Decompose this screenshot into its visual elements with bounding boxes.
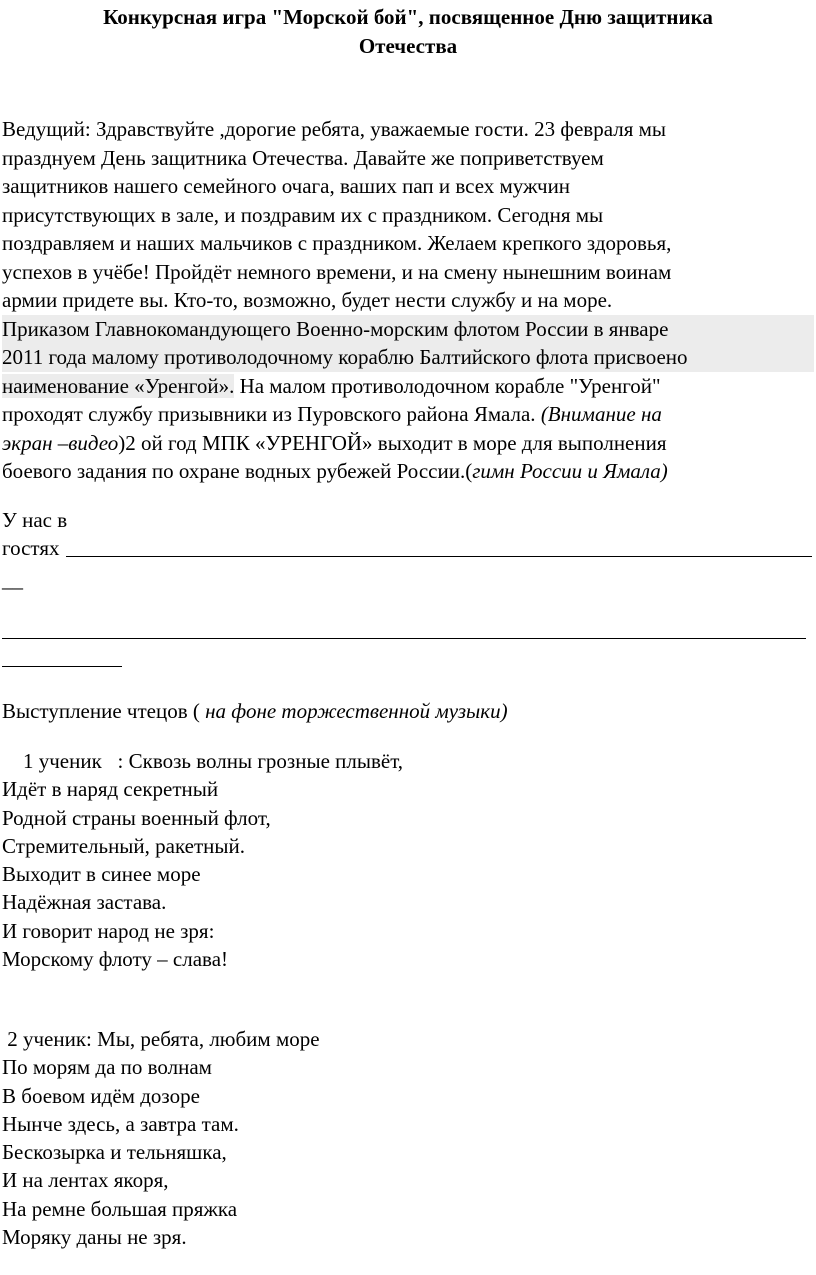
host-line-11-italic: (Внимание на xyxy=(540,402,662,426)
poem2-line: Моряку даны не зря. xyxy=(2,1225,187,1250)
host-line-11 xyxy=(2,400,814,429)
poem2-line: По морям да по волнам xyxy=(2,1055,212,1080)
document-title xyxy=(20,3,796,61)
host-line-12-italic: экран –видео xyxy=(2,430,119,455)
poem1-line: Надёжная застава. xyxy=(2,890,167,915)
poem2-line: На ремне большая пряжка xyxy=(2,1196,238,1221)
poem1-line: Родной страны военный флот, xyxy=(2,805,271,830)
poem1-line: 1 ученик : Сквозь волны грозные плывёт, xyxy=(2,749,404,773)
guests-dash: __ xyxy=(2,568,23,592)
guests-line-2: гостях xyxy=(2,536,60,560)
poem1-line: Стремительный, ракетный. xyxy=(2,833,245,858)
host-speech xyxy=(2,115,814,486)
host-line-11-text: проходят службу призывники из Пуровского района Ямала. xyxy=(2,402,541,426)
host-line-13 xyxy=(2,457,814,486)
host-line-12 xyxy=(2,429,814,458)
title-line-2: Отечества xyxy=(358,34,458,58)
poem2-line: И на лентах якоря, xyxy=(2,1168,169,1193)
host-line-10-rest: На малом противолодочном корабле "Уренгой" xyxy=(234,373,661,398)
host-line-4: присутствующих в зале, и поздравим их с праздником. Сегодня мы xyxy=(2,202,604,227)
host-line-5: поздравляем и наших мальчиков с праздником. Желаем крепкого здоровья, xyxy=(2,231,672,255)
readers-label: Выступление чтецов ( xyxy=(2,699,206,723)
poem2-line: 2 ученик: Мы, ребята, любим море xyxy=(2,1027,320,1051)
poem2-line: Нынче здесь, а завтра там. xyxy=(2,1111,239,1136)
guests-line-1: У нас в xyxy=(2,508,68,532)
poem1-line: Выходит в синее море xyxy=(2,862,201,887)
poem2-line: Бескозырка и тельняшка, xyxy=(2,1140,227,1165)
host-line-10 xyxy=(2,372,814,401)
highlighted-text: наименование «Уренгой». xyxy=(2,373,235,398)
title-line-1: Конкурсная игра "Морской бой", посвященное Дню защитника xyxy=(103,5,713,29)
poem1-line: Идёт в наряд секретный xyxy=(2,777,219,802)
guests-fill-line-3 xyxy=(2,666,122,667)
host-line-8: Приказом Главнокомандующего Военно-морским флотом России в январе xyxy=(2,315,814,344)
host-line-12-text: )2 ой год МПК «УРЕНГОЙ» выходит в море для выполнения xyxy=(118,430,667,455)
poem1-line: Морскому флоту – слава! xyxy=(2,947,229,972)
host-line-9: 2011 года малому противолодочному кораблю Балтийского флота присвоено xyxy=(2,343,814,372)
host-line-3: защитников нашего семейного очага, ваших пап и всех мужчин xyxy=(2,174,571,198)
guests-fill-line-1 xyxy=(66,556,812,557)
host-line-7: армии придете вы. Кто-то, возможно, будет нести службу и на море. xyxy=(2,288,613,312)
poem-reader-1 xyxy=(2,747,403,973)
guests-fill-line-2 xyxy=(2,638,806,639)
host-line-6: успехов в учёбе! Пройдёт немного времени, и на смену нынешним воинам xyxy=(2,259,672,284)
readers-note: на фоне торжественной музыки) xyxy=(205,699,508,723)
poem2-line: В боевом идём дозоре xyxy=(2,1083,200,1108)
host-line-1: Ведущий: Здравствуйте ,дорогие ребята, уважаемые гости. 23 февраля мы xyxy=(2,117,667,141)
host-line-13-text: боевого задания по охране водных рубежей России.( xyxy=(2,459,473,483)
poem-reader-2 xyxy=(2,1025,320,1251)
host-line-13-italic: гимн России и Ямала) xyxy=(472,459,668,483)
host-line-2: празднуем День защитника Отечества. Давайте же поприветствуем xyxy=(2,145,604,170)
readers-heading xyxy=(2,697,508,725)
poem1-line: И говорит народ не зря: xyxy=(2,918,215,943)
